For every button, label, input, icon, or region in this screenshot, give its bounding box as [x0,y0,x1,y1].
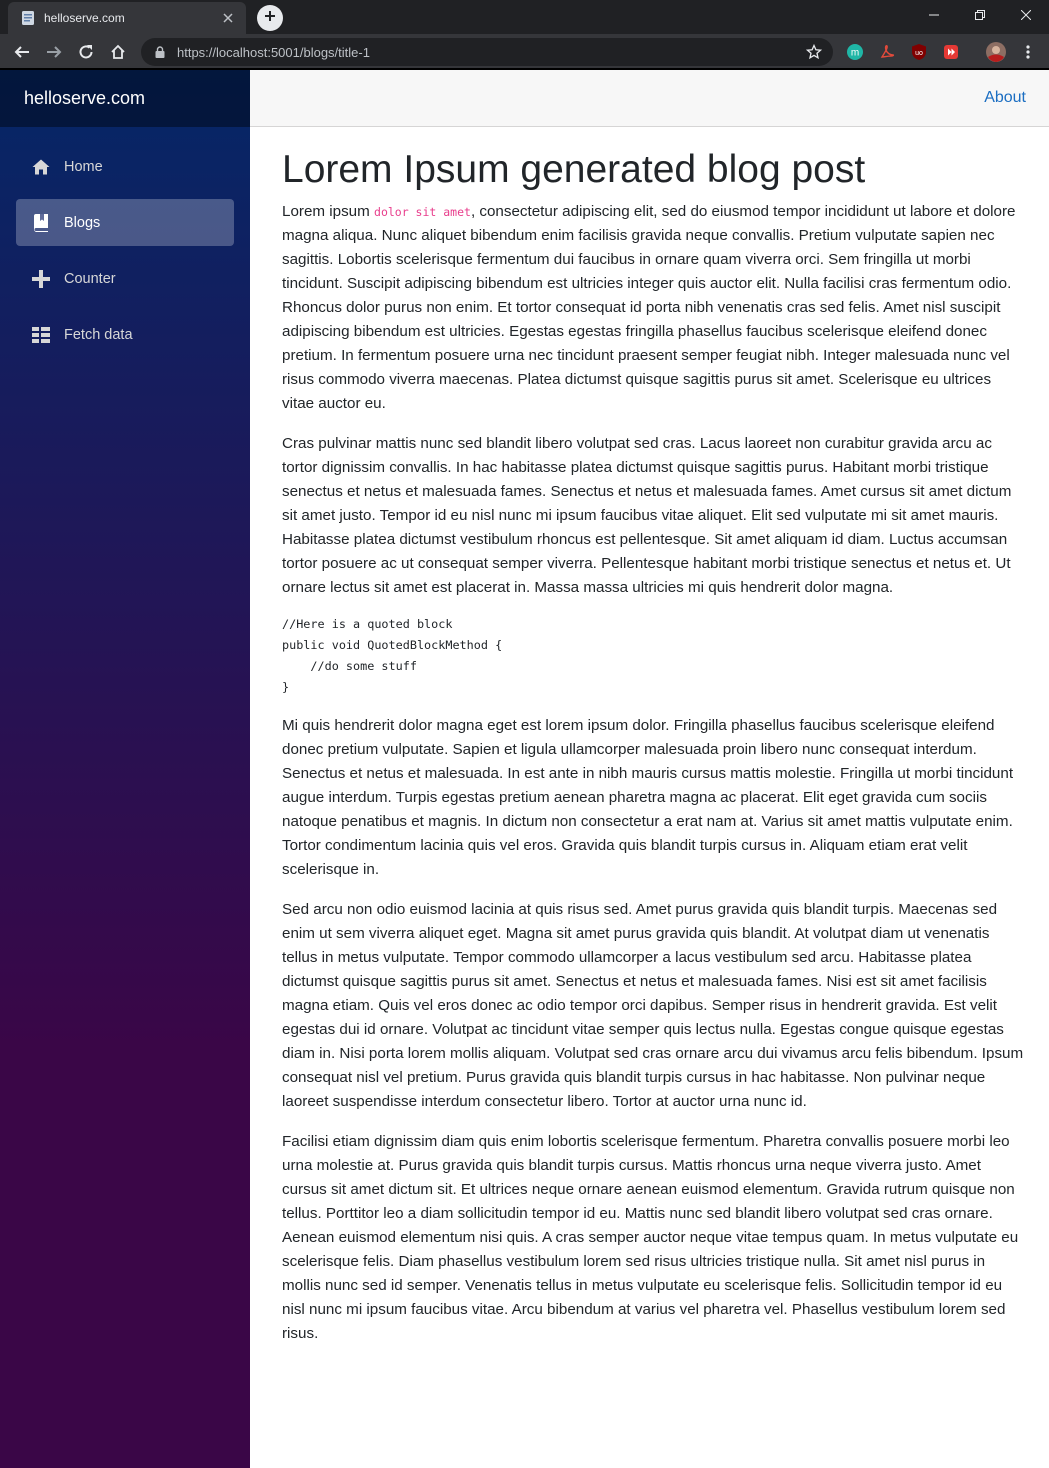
mendeley-extension-icon[interactable] [846,43,864,61]
list-icon [30,324,52,346]
blog-post [282,127,1027,1362]
book-icon [30,212,52,234]
inline-code: dolor sit amet [374,205,471,219]
paragraph-text: Lorem ipsum [282,203,375,220]
address-bar[interactable] [141,38,833,66]
sidebar [0,70,250,1468]
sidebar-item-label: Fetch data [64,326,133,343]
sidebar-item-counter[interactable] [16,255,234,302]
ublock-extension-icon[interactable] [910,43,928,61]
browser-toolbar [0,34,1049,70]
top-row [250,70,1049,127]
browser-tab[interactable] [8,2,246,34]
about-link[interactable]: About [984,89,1026,106]
paragraph-5: Facilisi etiam dignissim diam quis enim lobortis scelerisque fermentum. Pharetra convallis posuere morbi leo urna molestie at. Purus gravida quis blandit turpis cursus. Mattis rhoncus urna neque viverra justo. Amet cursus sit amet dictum sit. Et ultrices neque ornare aenean euismod elementum. Gravida rutrum quisque non tellus. Porttitor leo a diam sollicitudin tempor id eu. Mattis nunc sed blandit libero volutpat sed cras ornare. Aenean euismod elementum nisi quis. A cras semper auctor neque vitae tempus quam. In metus vulputate eu scelerisque felis. Diam phasellus vestibulum lorem sed risus ultricies tristique nulla. Sit amet nisl purus in mollis nunc sed id semper. Venenatis tellus in metus vulputate eu scelerisque felis. Sollicitudin tempor id eu nisl nunc mi ipsum faucibus vitae. Arcu bibendum at varius vel pharetra vel. Phasellus vestibulum lorem sed risus. [282,1133,1019,1342]
kebab-menu-icon[interactable] [1019,43,1037,61]
home-icon[interactable] [104,38,132,66]
pdf-extension-icon[interactable] [878,43,896,61]
forward-arrow-icon[interactable] [40,38,68,66]
star-icon[interactable] [805,43,823,61]
minimize-icon[interactable] [911,0,957,30]
tab-title: helloserve.com [44,11,125,25]
sidebar-item-blogs[interactable] [16,199,234,246]
paragraph-1 [282,200,1027,416]
sidebar-item-label: Counter [64,270,116,287]
new-tab-button[interactable] [257,5,283,31]
window-close-icon[interactable] [1003,0,1049,30]
paragraph-3: Mi quis hendrerit dolor magna eget est lorem ipsum dolor. Fringilla phasellus faucibus scelerisque eleifend donec pretium vulputate. Sapien et ligula ullamcorper malesuada proin libero nunc consequat interdum. Senectus et netus et malesuada. In est ante in nibh mauris cursus mattis molestie. Fringilla ut morbi tincidunt augue interdum. Turpis egestas pretium aenean pharetra magna ac placerat. Elit eget gravida cum sociis natoque penatibus et magnis. In dictum non consectetur a erat nam at. Varius sit amet mattis vulputate enim. Tortor condimentum lacinia quis vel eros. Gravida quis blandit turpis cursus in. Aliquam etiam erat velit scelerisque in. [282,717,1014,878]
browser-tab-strip [0,0,1049,34]
close-icon[interactable] [220,10,236,26]
url-text: https://localhost:5001/blogs/title-1 [177,44,370,60]
video-extension-icon[interactable] [942,43,960,61]
sidebar-item-label: Home [64,158,103,175]
plus-icon [30,268,52,290]
plus-icon [264,9,276,27]
file-icon [20,10,36,26]
restore-icon[interactable] [957,0,1003,30]
paragraph-4: Sed arcu non odio euismod lacinia at quis risus sed. Amet purus gravida quis blandit turpis. Maecenas sed enim ut sem viverra aliquet eget. Magna sit amet purus gravida quis blandit. At volutpat diam ut venenatis tellus in metus vulputate. Tempor commodo ullamcorper a lacus vestibulum sed arcu. Habitasse platea dictumst quisque sagittis purus sit amet. Senectus et netus et malesuada fames. Nisi est sit amet facilisis magna etiam. Quis vel eros donec ac odio tempor orci dapibus. Semper risus in hendrerit gravida. Est velit egestas dui id ornare. Volutpat ac tincidunt vitae semper quis lectus nulla. Egestas congue quisque egestas diam in. Nisi porta lorem mollis aliquam. Volutpat sed cras ornare arcu dui vivamus arcu felis bibendum. Ipsum consequat nisl vel pretium. Purus gravida quis blandit turpis cursus in hac habitasse. Non pulvinar neque laoreet suspendisse interdum consectetur libero. Tortor at auctor urna nunc id. [282,901,1024,1110]
home-icon [30,156,52,178]
lock-icon [153,45,167,59]
code-block: //Here is a quoted block public void QuotedBlockMethod { //do some stuff } [282,617,503,694]
svg-text:uo: uo [915,50,923,57]
back-arrow-icon[interactable] [8,38,36,66]
brand-link[interactable]: helloserve.com [24,88,146,108]
window-controls [911,0,1049,30]
brand-bar [0,70,250,127]
paragraph-2: Cras pulvinar mattis nunc sed blandit libero volutpat sed cras. Lacus laoreet non curabitur gravida arcu ac tortor dignissim convallis. In hac habitasse platea dictumst quisque sagittis purus. Habitant morbi tristique senectus et netus et malesuada fames. Senectus et netus et malesuada fames. Amet cursus sit amet dictum sit amet justo. Tempor id eu nisl nunc mi ipsum faucibus vitae aliquet. Elit sed vulputate mi sit amet mauris. Habitasse platea dictumst vestibulum rhoncus est pellentesque. Sit amet aliquam id diam. Luctus accumsan tortor posuere ac ut consequat semper viverra. Pellentesque habitant morbi tristique senectus et netus et. Ut ornare lectus sit amet est placerat in. Massa massa ultricies mi quis hendrerit dolor magna. [282,435,1012,596]
svg-text:m: m [850,47,860,59]
nav-menu [0,127,250,358]
sidebar-item-label: Blogs [64,214,101,231]
sidebar-item-fetch-data[interactable] [16,311,234,358]
paragraph-text: , consectetur adipiscing elit, sed do eiusmod tempor incididunt ut labore et dolore magna aliqua. Nunc aliquet bibendum enim facilisis gravida neque convallis. Pretium vulputate sapien nec sagittis. Lobortis scelerisque fermentum dui faucibus in ornare quam viverra orci. Sem fringilla ut morbi tincidunt. Suscipit adipiscing bibendum est ultricies integer quis auctor elit. Nulla facilisi cras fermentum odio. Rhoncus dolor purus non enim. Et tortor consequat id porta nibh venenatis cras sed felis. Amet nisl suscipit adipiscing bibendum est ultricies. Egestas egestas fringilla phasellus faucibus scelerisque eleifend donec pretium. In fermentum posuere urna nec tincidunt praesent semper feugiat nibh. Integer malesuada nunc vel risus commodo viverra maecenas. Platea dictumst quisque sagittis purus sit amet. Scelerisque eu ultrices vitae auctor eu. [282,203,1016,412]
sidebar-item-home[interactable] [16,143,234,190]
page-title: Lorem Ipsum generated blog post [282,148,866,191]
profile-avatar[interactable] [985,41,1007,63]
reload-icon[interactable] [72,38,100,66]
